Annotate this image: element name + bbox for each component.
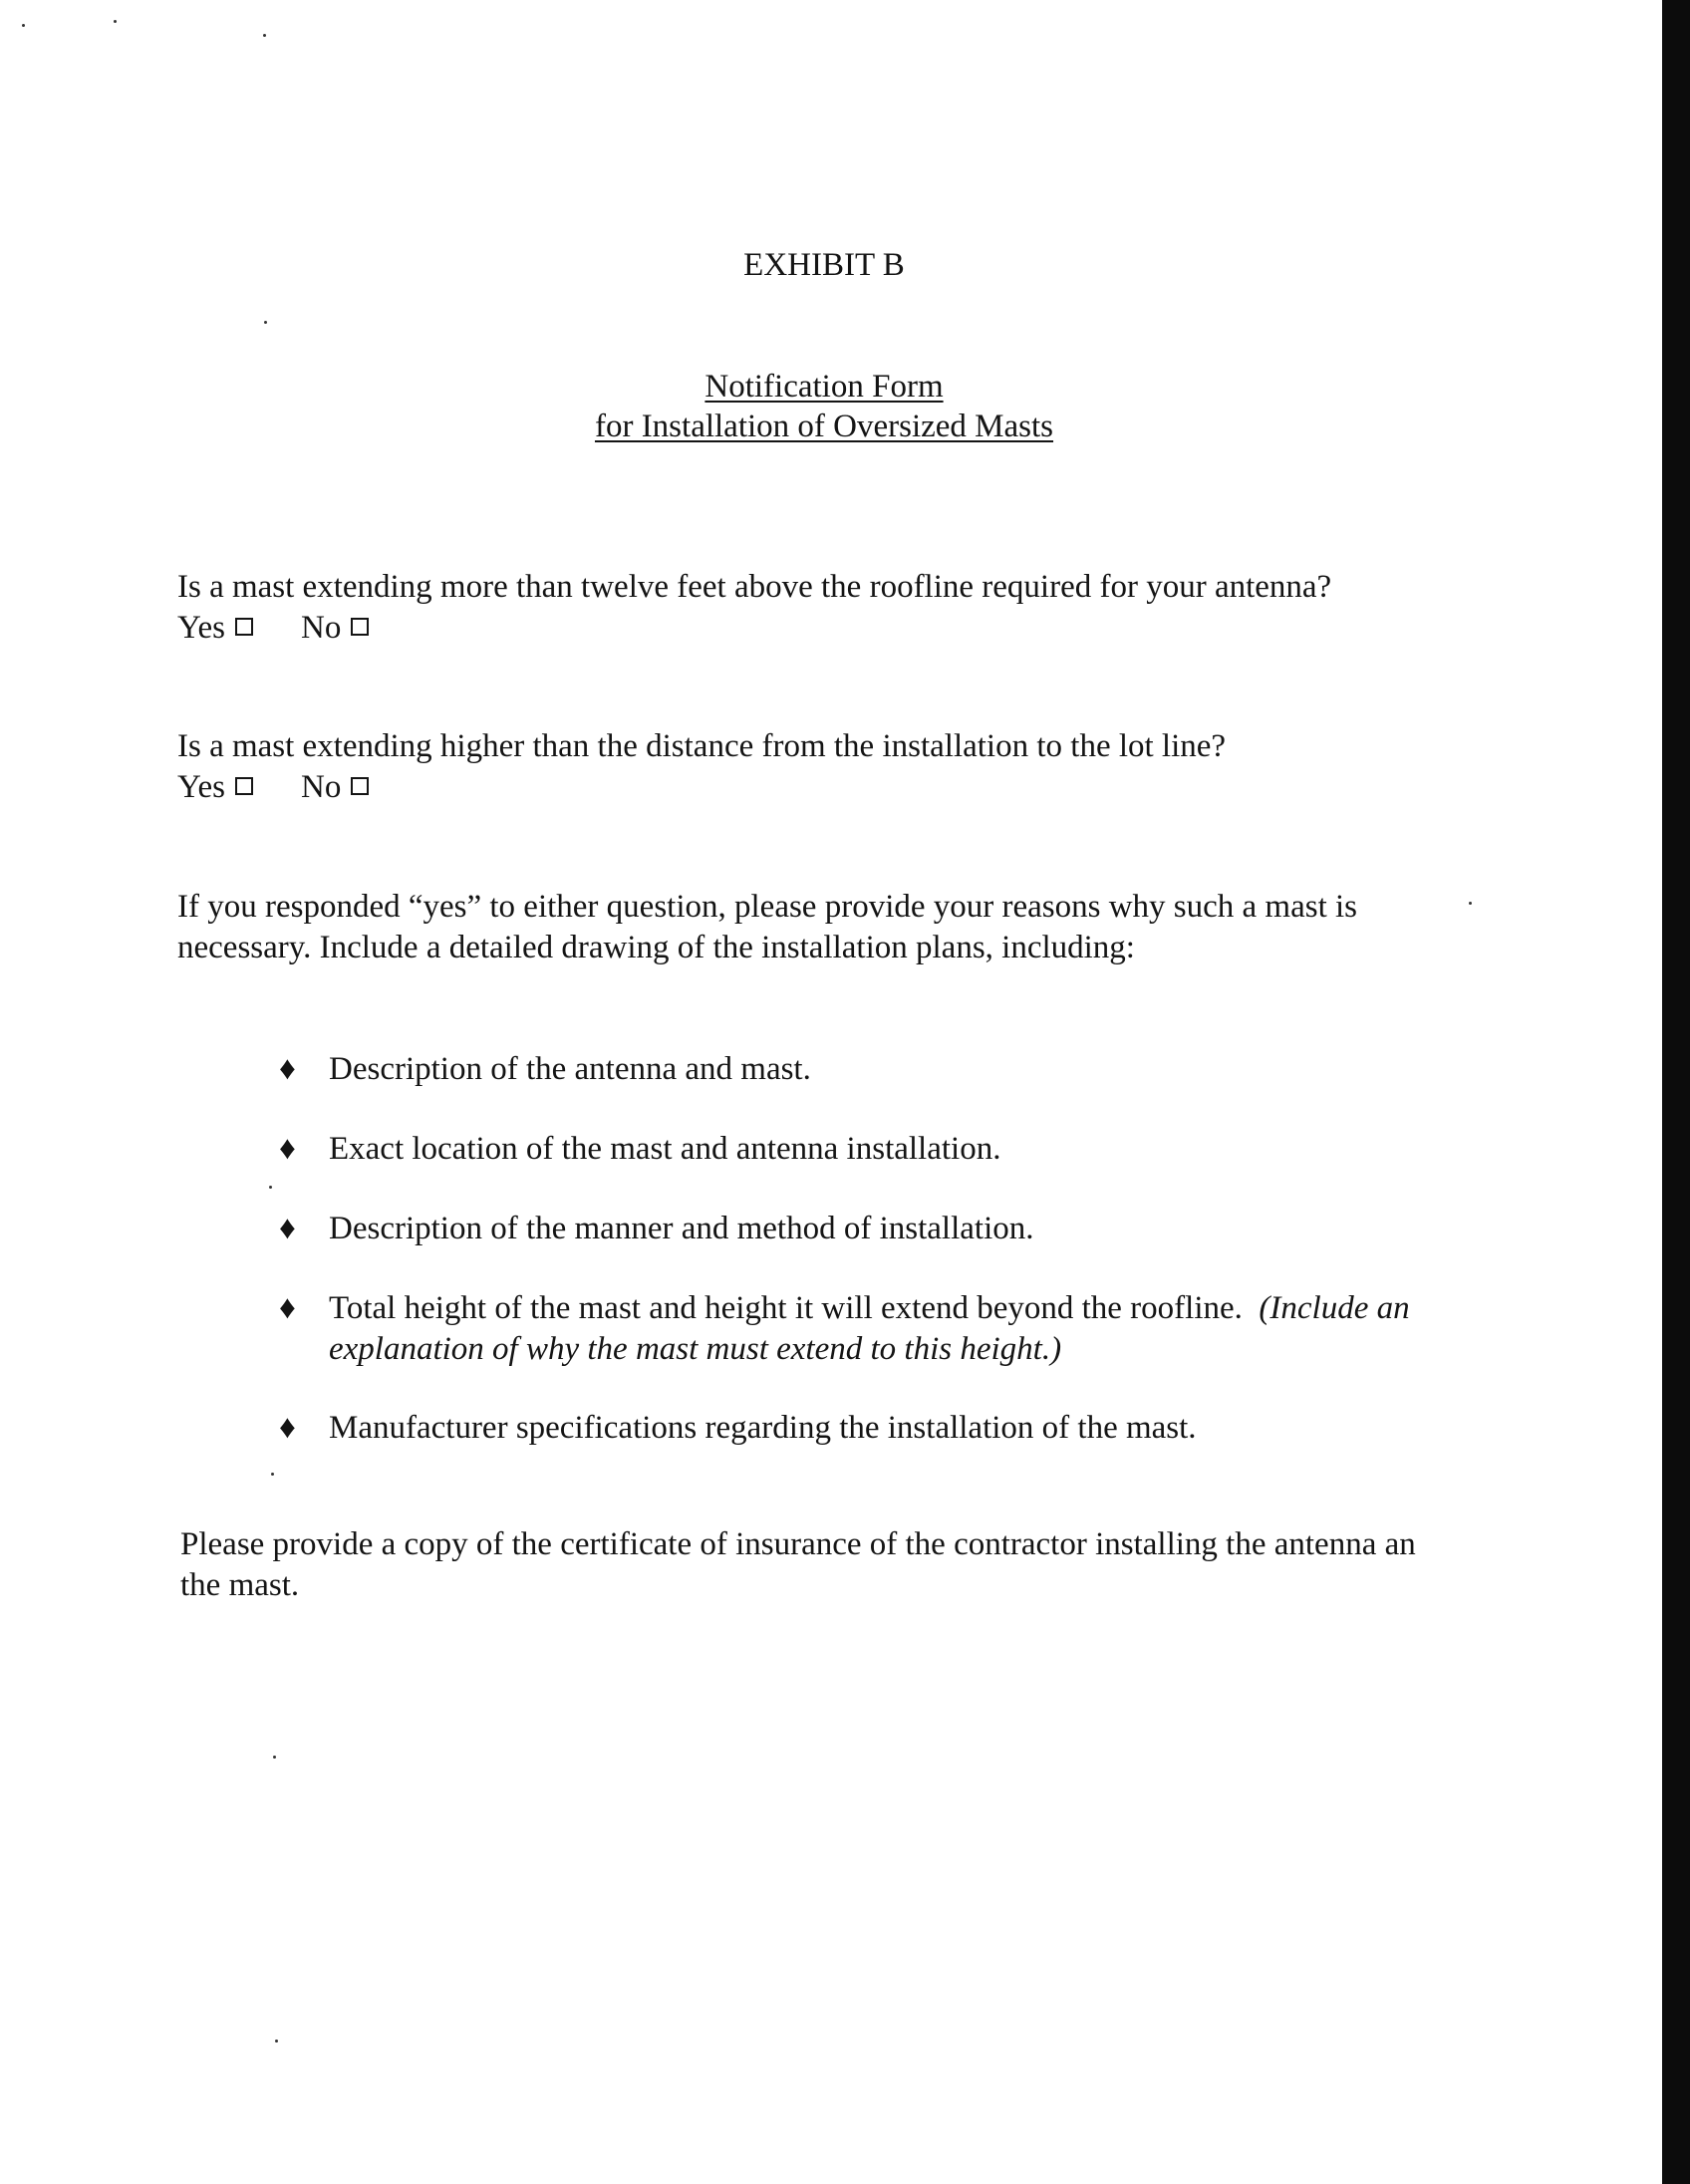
question-1 (177, 567, 1473, 649)
scan-speck (269, 1186, 272, 1189)
question-1-text: Is a mast extending more than twelve feet above the roofline required for your antenna? (177, 569, 1332, 605)
question-1-options (177, 608, 1473, 649)
no-label: No (301, 610, 342, 646)
question-2-no-option[interactable] (301, 767, 369, 808)
scan-speck (263, 34, 266, 37)
form-title (0, 367, 1648, 446)
question-2-yes-option[interactable] (177, 767, 253, 808)
instructions-line-1: If you responded “yes” to either question, please provide your reasons why such a mast is (177, 889, 1358, 925)
question-2-text: Is a mast extending higher than the distance from the installation to the lot line? (177, 728, 1227, 764)
bullet-item-4-note-start: (Include an (1259, 1290, 1410, 1326)
question-2 (177, 726, 1473, 808)
diamond-bullet-icon: ♦ (279, 1211, 296, 1246)
bullet-item-4-text: Total height of the mast and height it will extend beyond the roofline. (329, 1290, 1243, 1326)
scan-speck (271, 1473, 274, 1476)
insurance-paragraph (180, 1524, 1516, 1606)
scan-edge-bar (1662, 0, 1690, 2184)
bullet-item-2: Exact location of the mast and antenna installation. (329, 1131, 1001, 1167)
yes-checkbox[interactable] (235, 777, 253, 795)
question-1-yes-option[interactable] (177, 608, 253, 649)
yes-checkbox[interactable] (235, 618, 253, 636)
question-1-no-option[interactable] (301, 608, 369, 649)
diamond-bullet-icon: ♦ (279, 1290, 296, 1326)
diamond-bullet-icon: ♦ (279, 1410, 296, 1446)
bullet-item-3: Description of the manner and method of installation. (329, 1211, 1034, 1246)
bullet-item-4 (329, 1288, 1485, 1370)
yes-label: Yes (177, 769, 226, 805)
no-checkbox[interactable] (351, 777, 369, 795)
diamond-bullet-icon: ♦ (279, 1131, 296, 1167)
bullet-item-1: Description of the antenna and mast. (329, 1051, 811, 1087)
scan-speck (22, 24, 25, 27)
insurance-line-2: the mast. (180, 1567, 300, 1603)
bullet-item-4-note-end: explanation of why the mast must extend to this height.) (329, 1331, 1062, 1367)
form-title-line1: Notification Form (704, 369, 944, 405)
no-checkbox[interactable] (351, 618, 369, 636)
question-2-options (177, 767, 1473, 808)
insurance-line-1: Please provide a copy of the certificate of insurance of the contractor installing the antenna an (180, 1526, 1416, 1562)
scan-speck (275, 2040, 278, 2043)
scan-speck (264, 321, 267, 324)
bullet-item-5: Manufacturer specifications regarding the installation of the mast. (329, 1410, 1197, 1446)
yes-label: Yes (177, 610, 226, 646)
diamond-bullet-icon: ♦ (279, 1051, 296, 1087)
scan-speck (273, 1756, 276, 1759)
instructions-paragraph (177, 887, 1473, 968)
no-label: No (301, 769, 342, 805)
scan-speck (114, 20, 117, 23)
form-title-line2: for Installation of Oversized Masts (594, 409, 1054, 444)
instructions-line-2: necessary. Include a detailed drawing of the installation plans, including: (177, 930, 1135, 965)
exhibit-heading: EXHIBIT B (743, 247, 905, 283)
